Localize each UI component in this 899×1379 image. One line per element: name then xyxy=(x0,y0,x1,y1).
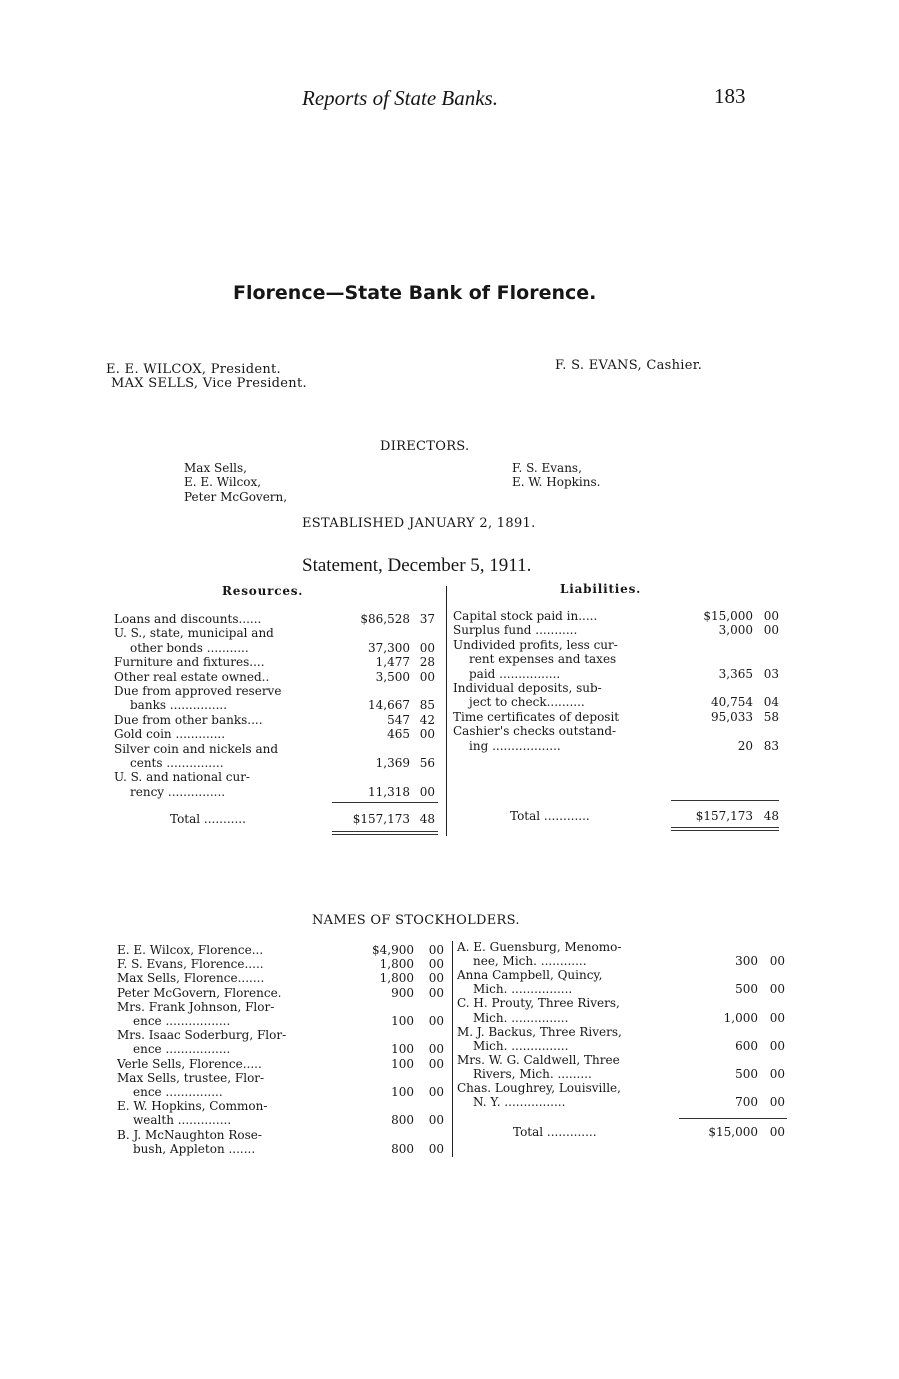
resource-row-label: Due from other banks.... xyxy=(114,712,263,727)
resource-row-cents: 56 xyxy=(419,756,435,770)
stockholder-row xyxy=(117,1113,447,1127)
liability-row xyxy=(453,710,781,724)
resource-row-label: Due from approved reserve xyxy=(114,684,282,698)
stockholder-row-dollars: 1,000 xyxy=(723,1010,758,1025)
stockholder-row-cents: 00 xyxy=(769,1010,785,1025)
stockholder-row-cents: 00 xyxy=(428,1113,444,1128)
resource-row-label: Silver coin and nickels and xyxy=(114,741,279,756)
resource-row-label: U. S., state, municipal and xyxy=(114,626,274,641)
resource-row-dollars: 1,477 xyxy=(375,655,410,670)
stockholder-row-dollars: 100 xyxy=(391,1056,414,1071)
resource-row-cents: 00 xyxy=(419,669,435,684)
liability-row-dollars: 3,000 xyxy=(718,623,753,638)
director-3: Peter McGovern, xyxy=(184,490,288,504)
stockholder-row-cents: 00 xyxy=(428,985,444,1000)
stockholder-row-label: B. J. McNaughton Rose- xyxy=(117,1127,262,1142)
stockholder-row xyxy=(117,1085,447,1099)
resource-row-cents: 85 xyxy=(419,698,435,713)
resource-row-cents: 28 xyxy=(419,655,435,670)
stockholder-row-cents: 00 xyxy=(428,957,444,972)
stockholder-row-label: Verle Sells, Florence..... xyxy=(117,1056,262,1071)
liability-row-label: Capital stock paid in..... xyxy=(453,609,598,623)
resource-row-dollars: 14,667 xyxy=(368,698,410,713)
liability-row-label: rent expenses and taxes xyxy=(469,652,617,667)
liability-row-label: Individual deposits, sub- xyxy=(453,681,602,695)
stockholder-row-cents: 00 xyxy=(769,1066,785,1081)
statement-title: Statement, December 5, 1911. xyxy=(302,555,532,576)
liability-row-label: Time certificates of deposit xyxy=(453,709,620,724)
officer-cashier: F. S. EVANS, Cashier. xyxy=(555,358,703,373)
liability-row-dollars: 20 xyxy=(737,738,753,753)
stockholders-total-rule xyxy=(679,1118,787,1119)
resource-row xyxy=(114,612,439,626)
stockholder-row xyxy=(457,940,787,954)
liability-row-label: ject to check.......... xyxy=(469,695,585,710)
resource-row-cents: 00 xyxy=(419,727,435,742)
stockholder-row xyxy=(457,1095,787,1109)
resource-row xyxy=(114,770,439,784)
stockholder-row xyxy=(117,986,447,1000)
liability-row-cents: 00 xyxy=(763,609,779,623)
liabilities-double-rule-2 xyxy=(671,830,779,831)
stockholder-row-dollars: 800 xyxy=(391,1113,414,1128)
liability-row-dollars: $15,000 xyxy=(703,609,753,623)
stockholder-row-cents: 00 xyxy=(428,1056,444,1071)
stockholder-row-cents: 00 xyxy=(769,1038,785,1053)
stockholder-row-dollars: 600 xyxy=(735,1038,758,1053)
director-5: E. W. Hopkins. xyxy=(512,475,601,489)
resource-row-dollars: 3,500 xyxy=(375,669,410,684)
stockholders-total-dollars: $15,000 xyxy=(708,1125,758,1139)
stockholder-row-cents: 00 xyxy=(428,1042,444,1057)
stockholders-heading: NAMES OF STOCKHOLDERS. xyxy=(312,913,520,928)
stockholder-row-label: wealth .............. xyxy=(133,1113,232,1128)
stockholder-row-dollars: 700 xyxy=(735,1095,758,1110)
resource-row-dollars: 465 xyxy=(387,727,410,742)
liability-row-cents: 83 xyxy=(763,738,779,753)
stockholder-row-label: ence ............... xyxy=(133,1085,223,1099)
stockholder-row xyxy=(117,943,447,957)
liability-row-cents: 03 xyxy=(763,666,779,681)
resource-row xyxy=(114,626,439,640)
liability-row xyxy=(453,652,781,666)
liability-row xyxy=(453,623,781,637)
director-4: F. S. Evans, xyxy=(512,461,582,475)
resource-row-label: rency ............... xyxy=(130,784,226,799)
directors-heading: DIRECTORS. xyxy=(380,439,470,454)
liability-row-label: Cashier's checks outstand- xyxy=(453,724,617,739)
resource-row-cents: 00 xyxy=(419,640,435,655)
stockholder-row xyxy=(457,968,787,982)
resource-row xyxy=(114,698,439,712)
stockholder-row-label: E. W. Hopkins, Common- xyxy=(117,1099,268,1114)
resource-row-label: cents ............... xyxy=(130,756,224,770)
liabilities-total-label: Total ............ xyxy=(510,809,590,823)
liabilities-total xyxy=(453,809,781,823)
stockholder-row-label: ence ................. xyxy=(133,1014,231,1028)
stockholder-row-cents: 00 xyxy=(769,982,785,997)
liability-row-cents: 58 xyxy=(763,709,779,724)
resource-row-label: U. S. and national cur- xyxy=(114,770,250,785)
stockholder-row xyxy=(457,954,787,968)
stockholder-row-cents: 00 xyxy=(428,971,444,986)
resource-row-cents: 42 xyxy=(419,712,435,727)
liability-row-dollars: 3,365 xyxy=(718,666,753,681)
liability-row xyxy=(453,681,781,695)
liabilities-table xyxy=(453,609,783,839)
stockholder-row-dollars: 900 xyxy=(391,985,414,1000)
stockholder-row xyxy=(457,1039,787,1053)
resources-total-rule xyxy=(332,802,438,803)
stockholder-row xyxy=(117,1028,447,1042)
running-title: Reports of State Banks. xyxy=(302,86,498,110)
resource-row-cents: 37 xyxy=(419,612,435,626)
stockholders-total-cents: 00 xyxy=(769,1125,785,1139)
resources-table xyxy=(114,612,444,842)
resources-total xyxy=(114,812,439,826)
established-date: ESTABLISHED JANUARY 2, 1891. xyxy=(302,516,536,531)
stockholder-row-label: Anna Campbell, Quincy, xyxy=(457,968,603,983)
stockholders-divider xyxy=(452,941,453,1157)
stockholder-row-cents: 00 xyxy=(428,1014,444,1028)
liability-row xyxy=(453,695,781,709)
resource-row xyxy=(114,785,439,799)
resource-row-dollars: 547 xyxy=(387,712,410,727)
stockholder-row xyxy=(117,1099,447,1113)
resource-row xyxy=(114,727,439,741)
stockholder-row-label: E. E. Wilcox, Florence... xyxy=(117,943,264,957)
liability-row-dollars: 95,033 xyxy=(711,709,753,724)
liability-row-label: ing .................. xyxy=(469,738,561,753)
stockholder-row xyxy=(117,1142,447,1156)
liability-row-label: Undivided profits, less cur- xyxy=(453,637,618,652)
resource-row xyxy=(114,756,439,770)
liability-row xyxy=(453,724,781,738)
stockholder-row xyxy=(457,982,787,996)
stockholder-row xyxy=(457,1067,787,1081)
resources-total-cents: 48 xyxy=(419,812,435,826)
stockholder-row-label: C. H. Prouty, Three Rivers, xyxy=(457,996,620,1011)
resource-row-dollars: 1,369 xyxy=(375,756,410,770)
liability-row-label: Surplus fund ........... xyxy=(453,623,578,638)
resource-row-dollars: 11,318 xyxy=(368,784,410,799)
resource-row-label: Other real estate owned.. xyxy=(114,669,270,684)
liabilities-double-rule-1 xyxy=(671,827,779,828)
stockholder-row xyxy=(117,1071,447,1085)
stockholder-row-dollars: 800 xyxy=(391,1141,414,1156)
stockholder-row-label: Mrs. W. G. Caldwell, Three xyxy=(457,1052,620,1067)
stockholder-row-cents: 00 xyxy=(769,954,785,969)
stockholder-row-label: A. E. Guensburg, Menomo- xyxy=(457,940,622,954)
resource-row-cents: 00 xyxy=(419,784,435,799)
stockholder-row-cents: 00 xyxy=(428,943,444,957)
resource-row xyxy=(114,670,439,684)
liability-row xyxy=(453,667,781,681)
stockholder-row xyxy=(117,1042,447,1056)
liabilities-total-rule xyxy=(671,800,779,801)
resources-total-label: Total ........... xyxy=(170,812,246,826)
statement-divider xyxy=(446,586,447,836)
liability-row-cents: 00 xyxy=(763,623,779,638)
resource-row xyxy=(114,684,439,698)
stockholder-row-dollars: 300 xyxy=(735,954,758,969)
stockholder-row xyxy=(117,1057,447,1071)
stockholder-row-dollars: 500 xyxy=(735,982,758,997)
stockholder-row-dollars: $4,900 xyxy=(372,943,414,957)
stockholder-row-cents: 00 xyxy=(428,1085,444,1099)
resource-row-dollars: 37,300 xyxy=(368,640,410,655)
stockholder-row-label: Chas. Loughrey, Louisville, xyxy=(457,1081,621,1095)
liability-row xyxy=(453,739,781,753)
stockholder-row-label: nee, Mich. ............ xyxy=(473,954,587,969)
stockholders-total-label: Total ............. xyxy=(513,1125,597,1139)
officer-president: E. E. WILCOX, President. xyxy=(106,362,281,377)
resource-row-label: Gold coin ............. xyxy=(114,727,226,742)
stockholder-row-label: ence ................. xyxy=(133,1042,231,1057)
stockholder-row-label: Rivers, Mich. ......... xyxy=(473,1066,592,1081)
resource-row xyxy=(114,742,439,756)
stockholder-row xyxy=(457,1081,787,1095)
stockholder-row-cents: 00 xyxy=(769,1095,785,1110)
resources-heading: Resources. xyxy=(222,584,304,598)
liability-row xyxy=(453,609,781,623)
stockholder-row-dollars: 100 xyxy=(391,1085,414,1099)
resource-row-label: other bonds ........... xyxy=(130,640,249,655)
resource-row-label: banks ............... xyxy=(130,698,228,713)
resources-double-rule-2 xyxy=(332,834,438,835)
stockholder-row-dollars: 500 xyxy=(735,1066,758,1081)
liability-row-cents: 04 xyxy=(763,695,779,710)
stockholder-row-label: Mrs. Frank Johnson, Flor- xyxy=(117,999,275,1014)
stockholders-left xyxy=(117,943,447,1163)
stockholder-row xyxy=(457,996,787,1010)
stockholder-row-label: Mrs. Isaac Soderburg, Flor- xyxy=(117,1028,287,1043)
liabilities-total-cents: 48 xyxy=(763,809,779,823)
liabilities-heading: Liabilities. xyxy=(560,582,642,596)
liability-row-label: paid ................ xyxy=(469,666,561,681)
stockholder-row-label: F. S. Evans, Florence..... xyxy=(117,957,264,972)
director-2: E. E. Wilcox, xyxy=(184,475,262,489)
stockholders-right xyxy=(457,940,787,1160)
stockholder-row-label: Mich. ................ xyxy=(473,982,573,997)
stockholder-row-label: Max Sells, trustee, Flor- xyxy=(117,1070,265,1085)
liability-row xyxy=(453,638,781,652)
bank-title: Florence—State Bank of Florence. xyxy=(233,282,597,304)
stockholder-row-label: N. Y. ................ xyxy=(473,1095,566,1110)
resource-row-label: Furniture and fixtures.... xyxy=(114,655,265,670)
stockholder-row xyxy=(457,1053,787,1067)
page-number: 183 xyxy=(714,84,746,108)
stockholder-row xyxy=(457,1025,787,1039)
stockholder-row-label: Mich. ............... xyxy=(473,1010,569,1025)
stockholder-row xyxy=(117,957,447,971)
stockholder-row-cents: 00 xyxy=(428,1141,444,1156)
stockholder-row xyxy=(117,1000,447,1014)
stockholder-row-label: Max Sells, Florence....... xyxy=(117,971,265,986)
stockholder-row xyxy=(117,1014,447,1028)
stockholder-row-dollars: 1,800 xyxy=(379,971,414,986)
resource-row xyxy=(114,713,439,727)
resource-row xyxy=(114,641,439,655)
stockholder-row-label: M. J. Backus, Three Rivers, xyxy=(457,1024,622,1039)
stockholder-row xyxy=(117,971,447,985)
resources-total-dollars: $157,173 xyxy=(352,812,410,826)
resources-double-rule-1 xyxy=(332,831,438,832)
resource-row-dollars: $86,528 xyxy=(360,612,410,626)
stockholders-total xyxy=(457,1125,787,1139)
stockholder-row-dollars: 100 xyxy=(391,1042,414,1057)
resource-row-label: Loans and discounts...... xyxy=(114,612,262,626)
director-1: Max Sells, xyxy=(184,461,247,475)
officer-vice-president: MAX SELLS, Vice President. xyxy=(111,376,307,391)
stockholder-row-label: bush, Appleton ....... xyxy=(133,1141,256,1156)
stockholder-row-label: Mich. ............... xyxy=(473,1038,569,1053)
stockholder-row xyxy=(117,1128,447,1142)
stockholder-row-dollars: 100 xyxy=(391,1014,414,1028)
liabilities-total-dollars: $157,173 xyxy=(695,809,753,823)
liability-row-dollars: 40,754 xyxy=(711,695,753,710)
stockholder-row-dollars: 1,800 xyxy=(379,957,414,972)
stockholder-row xyxy=(457,1011,787,1025)
stockholder-row-label: Peter McGovern, Florence. xyxy=(117,985,282,1000)
resource-row xyxy=(114,655,439,669)
